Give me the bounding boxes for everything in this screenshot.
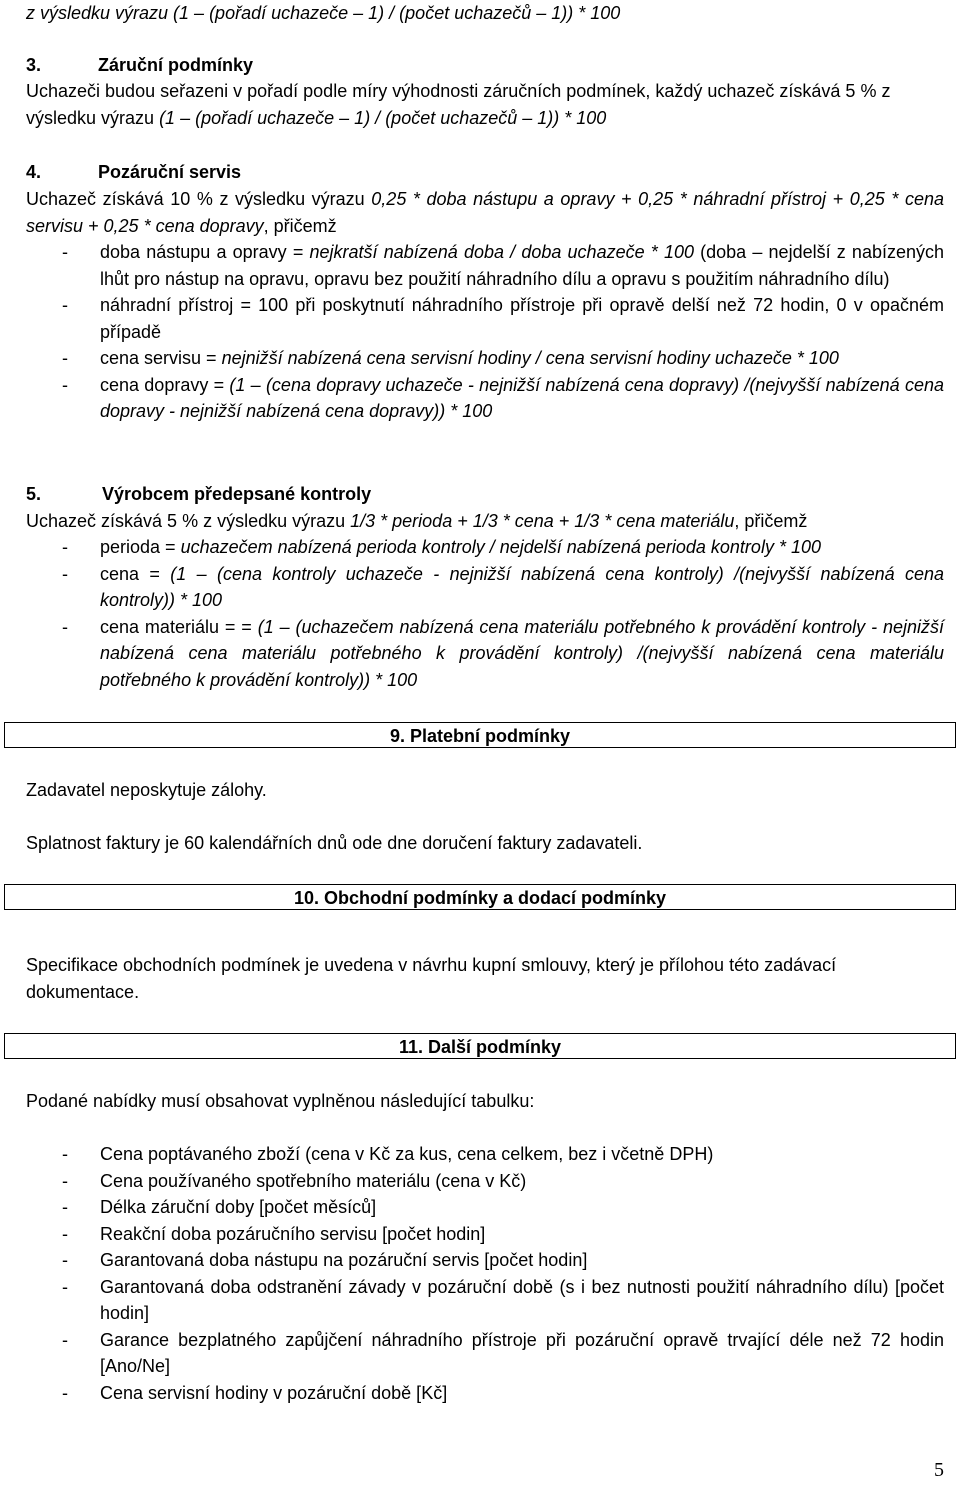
section-9-paragraph-2: Splatnost faktury je 60 kalendářních dnů ode dne doručení faktury zadavateli.: [26, 833, 643, 853]
list-item: - cena materiálu = = (1 – (uchazečem nabízená cena materiálu potřebného k provádění kontroly - nejnižší nabízená cena materiálu potřebného k provádění kontroly) /(nejvyšší nabízená cena materiálu potřebného k provádění kontroly)) * 100: [62, 616, 945, 690]
section-9-paragraph-1: Zadavatel neposkytuje zálohy.: [26, 780, 267, 800]
section-4-list: [26, 239, 944, 425]
section-5-intro: Uchazeč získává 5 % z výsledku výrazu 1/3 * perioda + 1/3 * cena + 1/3 * cena materiálu, přičemž: [26, 511, 808, 531]
top-fragment-line: z výsledku výrazu (1 – (pořadí uchazeče – 1) / (počet uchazečů – 1)) * 100: [26, 3, 621, 23]
list-item: - Garantovaná doba odstranění závady v pozáruční době (s i bez nutnosti použití náhradního dílu) [počet hodin]: [62, 1276, 944, 1323]
list-item: - doba nástupu a opravy = nejkratší nabízená doba / doba uchazeče * 100 (doba – nejdelší z nabízených lhůt pro nástup na opravu, opravu bez použití náhradního dílu a opravu s použitím náhradního dílu): [62, 242, 944, 289]
list-item: - Garantovaná doba nástupu na pozáruční servis [počet hodin]: [62, 1250, 588, 1270]
section-11-title: 11. Další podmínky: [398, 1037, 562, 1057]
section-4-intro: Uchazeč získává 10 % z výsledku výrazu 0,25 * doba nástupu a opravy + 0,25 * náhradní přístroj + 0,25 * cena servisu + 0,25 * cena dopravy, přičemž: [26, 189, 944, 236]
list-item: - cena servisu = nejnižší nabízená cena servisní hodiny / cena servisní hodiny uchazeče * 100: [62, 348, 839, 368]
list-item: - Cena poptávaného zboží (cena v Kč za kus, cena celkem, bez i včetně DPH): [62, 1144, 714, 1164]
list-item: - Garance bezplatného zapůjčení náhradního přístroje při pozáruční opravě trvající déle než 72 hodin [Ano/Ne]: [62, 1329, 944, 1376]
list-item: - cena = (1 – (cena kontroly uchazeče - nejnižší nabízená cena kontroly) /(nejvyšší nabízená cena kontroly)) * 100: [62, 563, 944, 610]
section-9-title: 9. Platební podmínky: [389, 726, 571, 746]
section-11-paragraph: Podané nabídky musí obsahovat vyplněnou následující tabulku:: [26, 1091, 535, 1111]
section-3-number: 3.: [26, 55, 42, 75]
list-item: - Reakční doba pozáručního servisu [počet hodin]: [62, 1223, 486, 1244]
section-3-title: Záruční podmínky: [98, 55, 254, 75]
section-5-title: Výrobcem předepsané kontroly: [102, 484, 372, 504]
section-10-heading-box: [4, 884, 956, 910]
section-5-list: [26, 534, 944, 693]
page-number: 5: [934, 1459, 944, 1481]
section-4-number: 4.: [26, 162, 42, 182]
section-10-title: 10. Obchodní podmínky a dodací podmínky: [293, 888, 667, 908]
section-11-heading-box: [4, 1033, 956, 1059]
section-11-list: [26, 1141, 944, 1406]
list-item: - cena dopravy = (1 – (cena dopravy uchazeče - nejnižší nabízená cena dopravy) /(nejvyšší nabízená cena dopravy - nejnižší nabízená cena dopravy)) * 100: [62, 374, 944, 421]
list-item: - náhradní přístroj = 100 při poskytnutí náhradního přístroje při opravě delší než 72 hodin, 0 v opačném případě: [62, 295, 944, 342]
list-item: - perioda = uchazečem nabízená perioda kontroly / nejdelší nabízená perioda kontroly * 100: [62, 537, 821, 557]
list-item: - Délka záruční doby [počet měsíců]: [62, 1197, 377, 1217]
list-item: - Cena používaného spotřebního materiálu (cena v Kč): [62, 1170, 527, 1191]
section-3-paragraph: Uchazeči budou seřazeni v pořadí podle míry výhodnosti záručních podmínek, každý uchazeč získává 5 % z výsledku výrazu (1 – (pořadí uchazeče – 1) / (počet uchazečů – 1)) * 100: [26, 81, 891, 128]
section-3-heading: [26, 52, 944, 79]
section-10-paragraph: Specifikace obchodních podmínek je uvedena v návrhu kupní smlouvy, který je přílohou této zadávací dokumentace.: [26, 955, 837, 1002]
section-4-heading: [26, 159, 944, 186]
section-5-number: 5.: [26, 484, 42, 504]
list-item: - Cena servisní hodiny v pozáruční době [Kč]: [62, 1382, 448, 1403]
section-4-title: Pozáruční servis: [98, 162, 242, 182]
section-5-heading: [26, 481, 944, 508]
section-9-heading-box: [4, 722, 956, 748]
